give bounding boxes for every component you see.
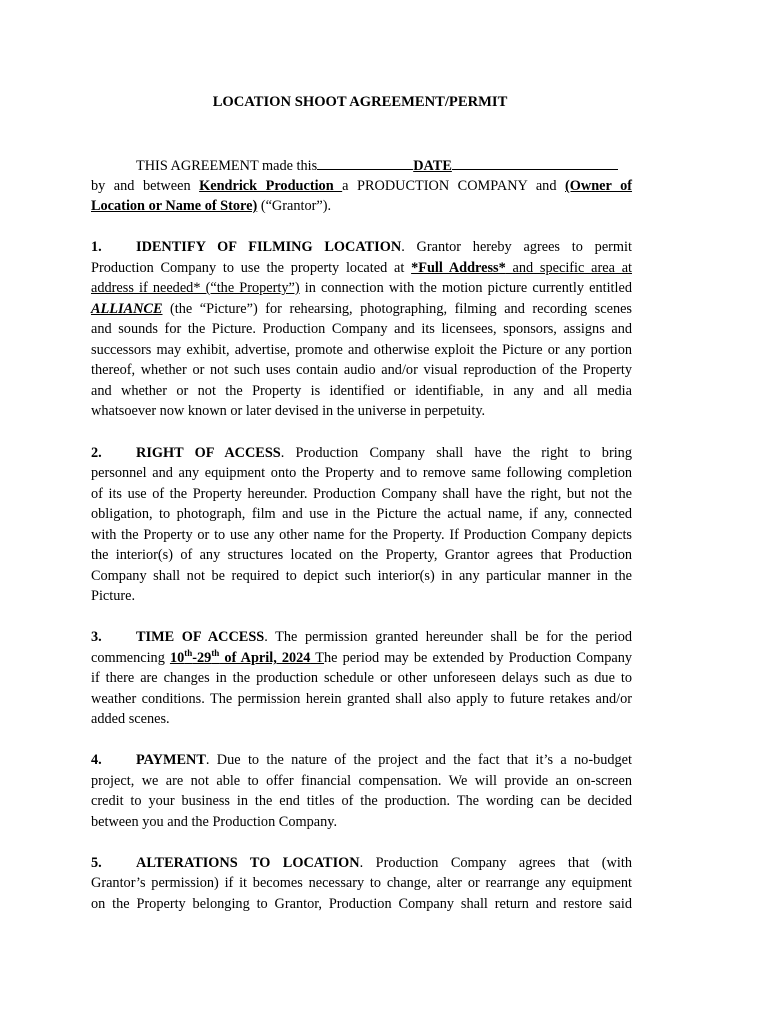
date-blank-right[interactable]	[452, 155, 618, 170]
section-4-line-1: 4. PAYMENT. Due to the nature of the project and the fact that it’s a no-budget	[91, 752, 632, 768]
section-2-line-6: the interior(s) of any structures located on the Property, Grantor agrees that Production	[91, 547, 632, 563]
section-1-line-6: successors may exhibit, advertise, promote and otherwise exploit the Picture or any portion	[91, 342, 632, 358]
company-name: Kendrick Production	[199, 178, 343, 194]
date-blank-left[interactable]	[317, 155, 413, 170]
section-4-line-2: project, we are not able to offer financial compensation. We will provide an on-screen	[91, 773, 632, 789]
picture-title: ALLIANCE	[91, 301, 163, 317]
section-1-line-5: and sounds for the Picture. Production Company and its licensees, sponsors, assigns and	[91, 321, 632, 337]
section-3-line-1: 3. TIME OF ACCESS. The permission granted hereunder shall be for the period	[91, 629, 632, 645]
section-3-line-2: commencing 10th-29th of April, 2024 The period may be extended by Production Company	[91, 648, 632, 666]
section-3-heading: TIME OF ACCESS	[136, 629, 265, 645]
section-2-number: 2.	[91, 445, 102, 461]
section-2-line-2: personnel and any equipment onto the Property and to remove same following completion	[91, 465, 632, 481]
section-4-line-4: between you and the Production Company.	[91, 814, 338, 830]
section-1-line-2: Production Company to use the property located at *Full Address* and specific area at	[91, 260, 633, 276]
section-1-line-9: whatsoever now known or later devised in the universe in perpetuity.	[91, 403, 486, 419]
section-2-line-8: Picture.	[91, 588, 136, 604]
section-2-line-4: obligation, to photograph, film and use in the Picture the actual name, if any, connected	[91, 506, 632, 522]
section-5-line-3: on the Property belonging to Grantor, Production Company shall return and restore said	[91, 896, 632, 912]
section-1-line-3: address if needed* (“the Property”) in connection with the motion picture currently entitled	[91, 280, 632, 296]
intro-line-2: by and between Kendrick Production a PRODUCTION COMPANY and (Owner of	[91, 178, 633, 194]
owner-field-cont[interactable]: Location or Name of Store)	[91, 198, 258, 214]
section-3-line-5: added scenes.	[91, 711, 170, 727]
section-1-line-8: and whether or not the Property is identified or identifiable, in any and all media	[91, 383, 632, 399]
property-definition: address if needed* (“the Property”)	[91, 280, 300, 296]
document-title: LOCATION SHOOT AGREEMENT/PERMIT	[212, 94, 508, 110]
section-1-line-4: ALLIANCE (the “Picture”) for rehearsing, photographing, filming and recording scenes	[91, 301, 632, 317]
section-1-number: 1.	[91, 239, 102, 255]
section-5-line-1: 5. ALTERATIONS TO LOCATION. Production Company agrees that (with	[91, 855, 632, 871]
section-1-line-7: thereof, whether or not such uses contain audio and/or visual reproduction of the Property	[91, 362, 632, 378]
section-3-number: 3.	[91, 629, 102, 645]
section-3-line-4: weather conditions. The permission herein granted shall also apply to future retakes and/or	[91, 691, 632, 707]
section-4-heading: PAYMENT	[136, 752, 206, 768]
section-5-heading: ALTERATIONS TO LOCATION	[136, 855, 360, 871]
section-2-line-7: Company shall not be required to depict such interior(s) in any particular manner in the	[91, 568, 632, 584]
section-2-heading: RIGHT OF ACCESS	[136, 445, 281, 461]
section-4-line-3: credit to your business in the end titles of the production. The wording can be decided	[91, 793, 632, 809]
section-2-line-3: of its use of the Property hereunder. Production Company shall have the right, but not the	[91, 486, 632, 502]
section-2-line-5: with the Property or to use any other name for the Property. If Production Company depicts	[91, 527, 632, 543]
section-4-number: 4.	[91, 752, 102, 768]
intro-line-3: Location or Name of Store) (“Grantor”).	[91, 198, 332, 214]
section-2-line-1: 2. RIGHT OF ACCESS. Production Company shall have the right to bring	[91, 445, 632, 461]
section-3-line-3: if there are changes in the production schedule or other unforeseen delays such as due to	[91, 670, 632, 686]
date-field[interactable]: DATE	[413, 158, 452, 174]
address-field[interactable]: *Full Address*	[411, 260, 506, 276]
section-1-heading: IDENTIFY OF FILMING LOCATION	[136, 239, 402, 255]
intro-line-1: THIS AGREEMENT made this DATE	[91, 155, 632, 175]
section-5-number: 5.	[91, 855, 102, 871]
section-1-line-1: 1. IDENTIFY OF FILMING LOCATION. Grantor hereby agrees to permit	[91, 239, 632, 255]
section-5-line-2: Grantor’s permission) if it becomes necessary to change, alter or rearrange any equipment	[91, 875, 632, 891]
owner-field[interactable]: (Owner of	[565, 178, 633, 194]
access-dates[interactable]: 10th-29th of April, 2024	[169, 648, 311, 666]
